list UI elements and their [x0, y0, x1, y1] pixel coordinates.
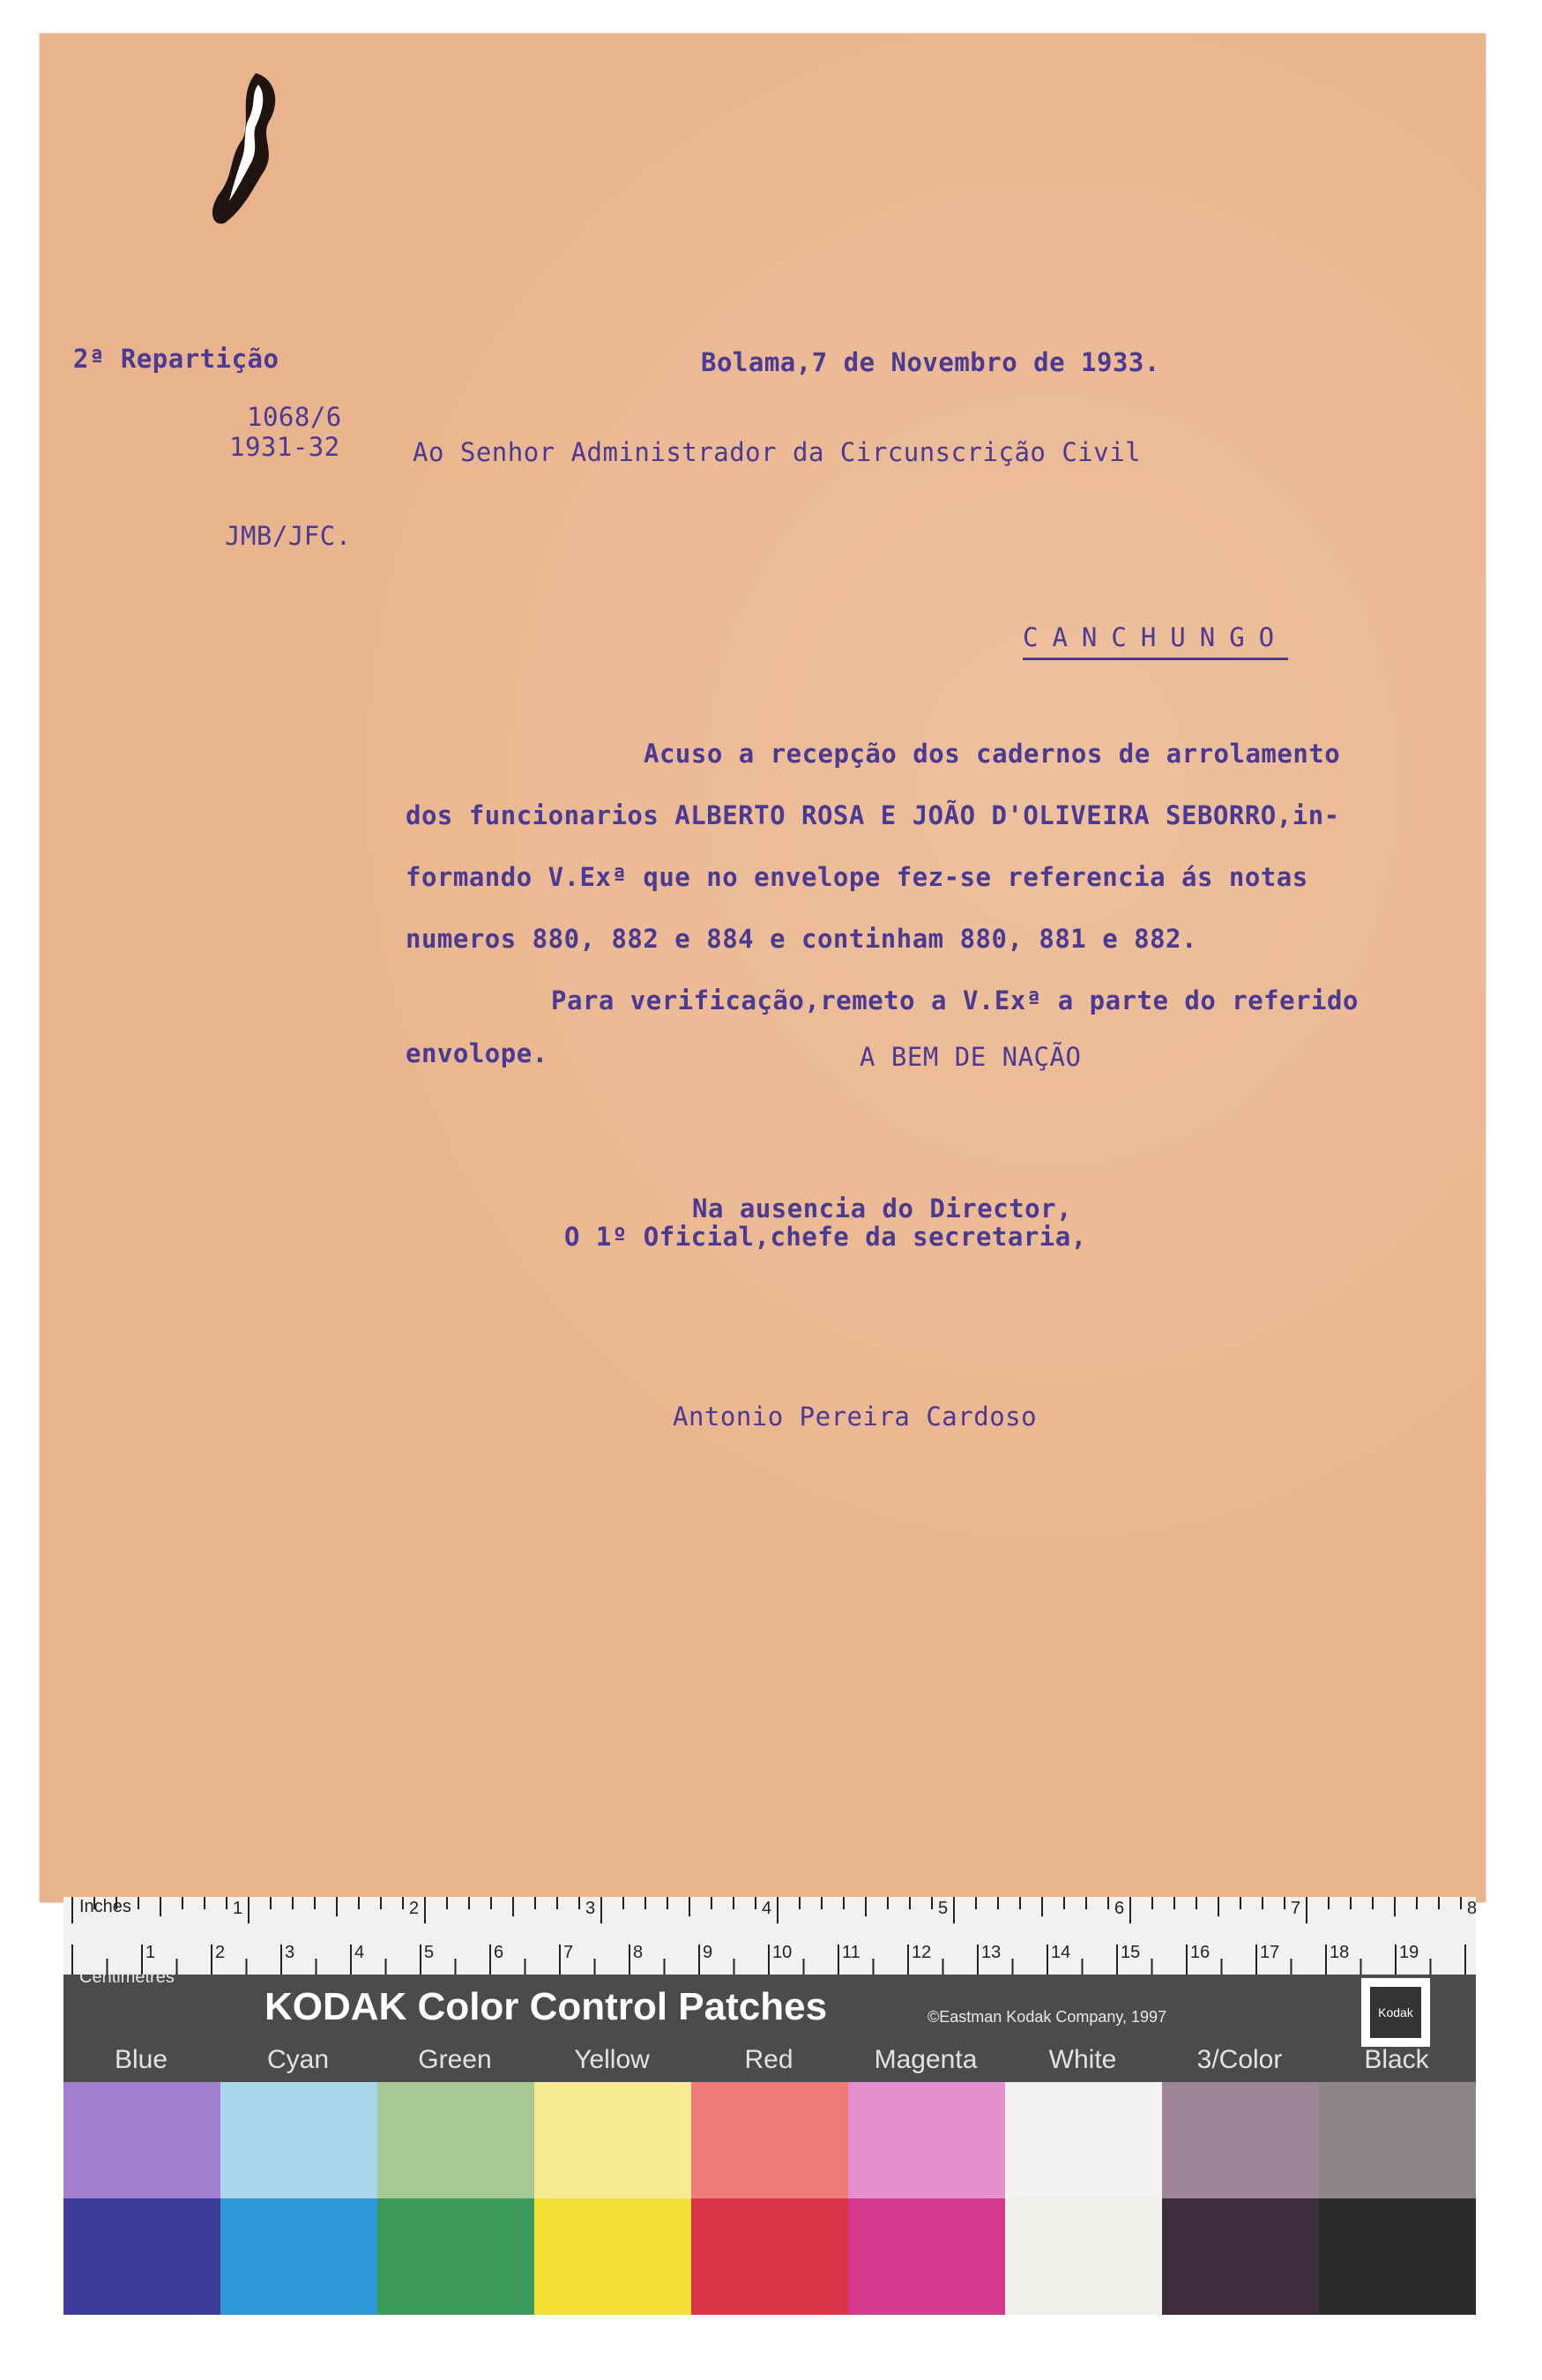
color-patch-top [1319, 2082, 1476, 2198]
patch-label: Magenta [874, 2045, 978, 2074]
patch-label: Black [1364, 2045, 1429, 2074]
patch-label: Yellow [574, 2045, 650, 2074]
location-heading: CANCHUNGO [1023, 622, 1288, 660]
cm-mark-label: 4 [354, 1943, 365, 1962]
kodak-logo: Kodak [1361, 1978, 1430, 2047]
cm-mark-label: 5 [424, 1943, 435, 1962]
color-patch-bottom [534, 2198, 691, 2315]
motto: A BEM DE NAÇÃO [860, 1042, 1082, 1072]
signatory-name: Antonio Pereira Cardoso [673, 1402, 1038, 1432]
body-line-3: formando V.Exª que no envelope fez-se referencia ás notas [406, 862, 1308, 892]
color-patch-bottom [848, 2198, 1005, 2315]
cm-mark-label: 12 [912, 1943, 932, 1962]
cm-mark-label: 9 [703, 1943, 713, 1962]
cm-mark-label: 3 [285, 1943, 295, 1962]
body-line-5: Para verificação,remeto a V.Exª a parte do referido [551, 985, 1359, 1015]
color-patch-top [534, 2082, 691, 2198]
cm-mark-label: 11 [842, 1943, 860, 1962]
color-patch-top [63, 2082, 220, 2198]
color-patch-bottom [220, 2198, 377, 2315]
reference-number: 1068/6 [247, 402, 342, 432]
inch-mark-label: 6 [1114, 1899, 1125, 1918]
color-patch-bottom [1005, 2198, 1162, 2315]
body-line-4: numeros 880, 882 e 884 e continham 880, 881 e 882. [406, 924, 1197, 954]
inch-mark-label: 5 [938, 1899, 949, 1918]
repartition-label: 2ª Repartição [73, 344, 279, 374]
cm-mark-label: 7 [563, 1943, 574, 1962]
reference-years: 1931-32 [229, 432, 340, 462]
inch-mark-label: 2 [409, 1899, 420, 1918]
inch-mark-label: 8 [1467, 1899, 1478, 1918]
patch-label: Red [744, 2045, 793, 2074]
card-title: KODAK Color Control Patches [264, 1985, 828, 2028]
cm-mark-label: 2 [215, 1943, 226, 1962]
cm-mark-label: 10 [772, 1943, 793, 1962]
patch-label: Cyan [266, 2045, 330, 2074]
color-patch-top [848, 2082, 1005, 2198]
color-patches [63, 2082, 1476, 2320]
color-patch-top [691, 2082, 848, 2198]
inch-mark-label: 3 [585, 1899, 596, 1918]
cm-mark-label: 18 [1330, 1943, 1350, 1962]
color-patch-top [1162, 2082, 1319, 2198]
typist-initials: JMB/JFC. [225, 521, 352, 551]
letter-paper [40, 33, 1486, 1902]
addressee-line: Ao Senhor Administrador da Circunscrição Civil [413, 437, 1142, 467]
closing-line-1: Na ausencia do Director, [692, 1194, 1073, 1223]
cm-mark-label: 8 [633, 1943, 644, 1962]
place-date: Bolama,7 de Novembro de 1933. [701, 347, 1160, 377]
color-patch-top [1005, 2082, 1162, 2198]
color-patch-bottom [377, 2198, 534, 2315]
cm-mark-label: 15 [1121, 1943, 1141, 1962]
color-patch-bottom [1162, 2198, 1319, 2315]
kodak-color-card [63, 1897, 1476, 2082]
cm-mark-label: 6 [494, 1943, 504, 1962]
card-copyright: ©Eastman Kodak Company, 1997 [927, 2008, 1167, 2026]
inch-mark-label: 7 [1291, 1899, 1301, 1918]
patch-label: 3/Color [1196, 2045, 1283, 2074]
body-line-2: dos funcionarios ALBERTO ROSA E JOÃO D'OLIVEIRA SEBORRO,in- [406, 800, 1340, 830]
cm-mark-label: 17 [1260, 1943, 1280, 1962]
inches-label: Inches [79, 1897, 131, 1916]
color-patch-top [377, 2082, 534, 2198]
cm-mark-label: 19 [1399, 1943, 1419, 1962]
patch-label: White [1048, 2045, 1117, 2074]
body-line-1: Acuso a recepção dos cadernos de arrolamento [644, 739, 1341, 769]
inch-mark-label: 1 [233, 1899, 243, 1918]
cm-mark-label: 1 [145, 1943, 156, 1962]
patch-label: Green [418, 2045, 492, 2074]
color-patch-bottom [1319, 2198, 1476, 2315]
closing-line-2: O 1º Oficial,chefe da secretaria, [564, 1222, 1087, 1252]
patch-label: Blue [114, 2045, 168, 2074]
color-patch-bottom [691, 2198, 848, 2315]
color-patch-bottom [63, 2198, 220, 2315]
cm-mark-label: 16 [1190, 1943, 1211, 1962]
measurement-scale [63, 1897, 1478, 1987]
inch-mark-label: 4 [762, 1899, 772, 1918]
color-patch-top [220, 2082, 377, 2198]
centimetres-label: Centimetres [79, 1967, 175, 1987]
cm-mark-label: 14 [1051, 1943, 1071, 1962]
body-line-6: envolope. [406, 1038, 548, 1068]
cm-mark-label: 13 [981, 1943, 1002, 1962]
burn-hole-mark [207, 69, 313, 245]
